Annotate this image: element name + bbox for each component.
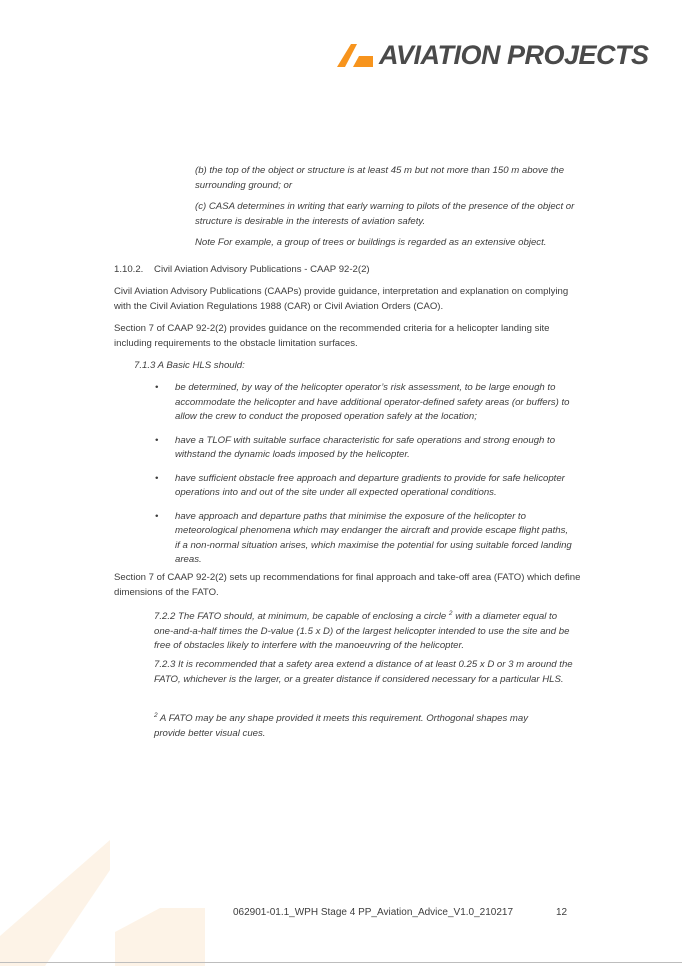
list-item: • have sufficient obstacle free approach and departure gradients to provide for safe helicopter operations into and out of the site under all expected operational conditions.	[155, 472, 565, 498]
list-item: • have approach and departure paths that minimise the exposure of the helicopter to meteorological phenomena which may endanger the aircraft and provide escape flight paths, if a non-normal situation arises, which maximise the potential for using suitable forced landing areas.	[155, 510, 572, 565]
page-bottom-rule	[0, 962, 682, 963]
paragraph-fato-intro: Section 7 of CAAP 92-2(2) sets up recommendations for final approach and take-off area (FATO) which define dimensions of the FATO.	[114, 572, 581, 598]
quote-item-b: (b) the top of the object or structure is at least 45 m but not more than 150 m above the surrounding ground; or	[195, 165, 565, 191]
logo-wordmark: AVIATION PROJECTS	[379, 40, 649, 70]
company-logo	[337, 40, 649, 70]
list-item: • have a TLOF with suitable surface characteristic for safe operations and strong enough to withstand the dynamic loads imposed by the helicopter.	[155, 434, 556, 460]
logo-mark-icon	[337, 42, 373, 68]
footnote-ref: 2	[448, 610, 453, 617]
quote-722: 7.2.2 The FATO should, at minimum, be capable of enclosing a circle $^2$ with a diameter equal to one-and-a-half times the D-value (1.5 x D) of the largest helicopter intended to use the site and be free of obstacles likely to interfere with the manoeuvring of the helicopter.	[154, 610, 570, 651]
footnote-marker: 2	[154, 712, 158, 719]
footer-page-number: 12	[556, 907, 568, 918]
paragraph-section7-intro: Section 7 of CAAP 92-2(2) provides guidance on the recommended criteria for a helicopter landing site including requirements to the obstacle limitation surfaces.	[114, 323, 550, 349]
bullet-icon: •	[155, 434, 159, 446]
section-title: Civil Aviation Advisory Publications - CAAP 92-2(2)	[154, 264, 370, 275]
note-text: Note For example, a group of trees or buildings is regarded as an extensive object.	[195, 237, 547, 248]
paragraph-caaps: Civil Aviation Advisory Publications (CAAPs) provide guidance, interpretation and explanation on complying with the Civil Aviation Regulations 1988 (CAR) or Civil Aviation Orders (CAO).	[114, 286, 569, 312]
basic-hls-list	[155, 381, 575, 577]
footer-document-id: 062901-01.1_WPH Stage 4 PP_Aviation_Advice_V1.0_210217	[233, 907, 514, 918]
bullet-icon: •	[155, 510, 159, 522]
quote-item-c: (c) CASA determines in writing that early warning to pilots of the presence of the object or structure is desirable in the interests of aviation safety.	[195, 201, 575, 227]
subheading-basic-hls: 7.1.3 A Basic HLS should:	[134, 360, 245, 371]
footnote: $^2$ A FATO may be any shape provided it meets this requirement. Orthogonal shapes may provide better visual cues.	[154, 712, 529, 739]
section-heading	[114, 263, 574, 278]
watermark-logo-icon	[0, 840, 240, 966]
section-number: 1.10.2.	[114, 264, 144, 275]
list-item: • be determined, by way of the helicopter operator’s risk assessment, to be large enough to accommodate the helicopter and have additional operator-defined safety areas (or buffers) to allow the crew to conduct the proposed operation safely at the location;	[155, 382, 570, 422]
bullet-icon: •	[155, 472, 159, 484]
bullet-icon: •	[155, 382, 159, 393]
quote-723: 7.2.3 It is recommended that a safety area extend a distance of at least 0.25 x D or 3 m around the FATO, whichever is the larger, or a greater distance if considered necessary for a particular HLS.	[154, 659, 573, 685]
